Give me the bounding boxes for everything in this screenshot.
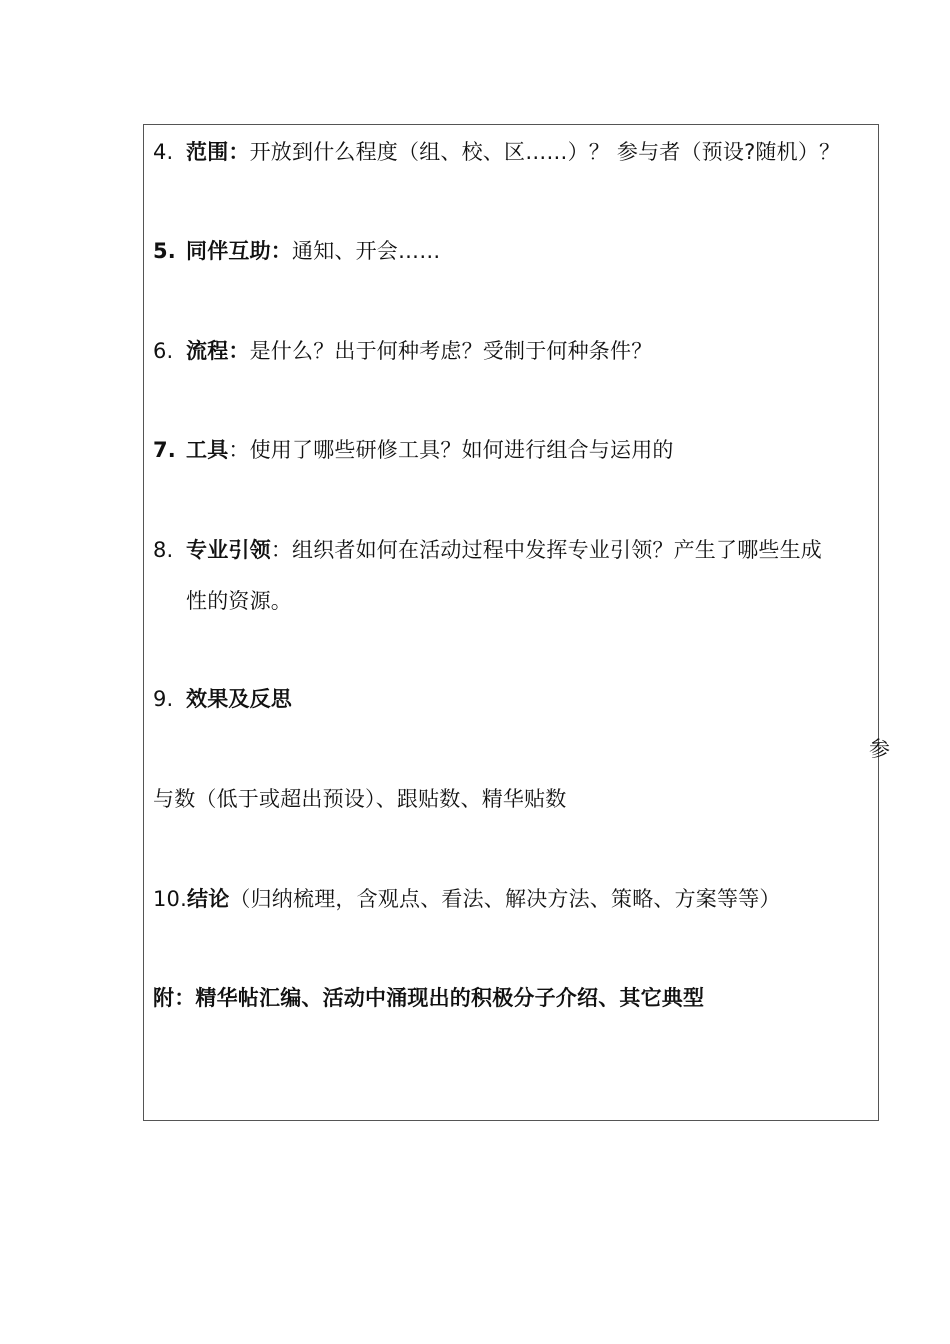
item-label: 范围： (186, 140, 250, 164)
item-label: 同伴互助： (186, 239, 292, 263)
item-text: 通知、开会…… (292, 239, 441, 263)
item-8 (153, 535, 822, 565)
item-number: 4. (153, 140, 174, 164)
item-label: 结论 (187, 887, 230, 911)
item-number: 10. (153, 887, 187, 911)
item-number: 6. (153, 339, 174, 363)
item-label: 流程： (186, 339, 250, 363)
item-5 (153, 236, 440, 266)
item-text: 开放到什么程度（组、校、区……）？ 参与者（预设?随机）？ (249, 140, 841, 164)
item-label: 专业引领 (186, 538, 271, 562)
item-10 (153, 884, 781, 914)
item-9-overflow-char: 参 (869, 737, 890, 761)
item-8-continuation: 性的资源。 (186, 589, 292, 613)
item-7 (153, 435, 674, 465)
item-text: ：组织者如何在活动过程中发挥专业引领？产生了哪些生成 (270, 538, 823, 562)
item-text: ：使用了哪些研修工具？如何进行组合与运用的 (228, 438, 674, 462)
item-text: （归纳梳理，含观点、看法、解决方法、策略、方案等等） (229, 887, 781, 911)
item-number: 8. (153, 538, 174, 562)
content-frame (143, 124, 879, 1121)
item-number: 7. (153, 438, 176, 462)
item-9 (153, 684, 292, 714)
appendix-line: 附：精华帖汇编、活动中涌现出的积极分子介绍、其它典型 (153, 986, 705, 1010)
item-label: 工具 (186, 438, 229, 462)
item-4 (153, 137, 840, 167)
item-9-continuation: 与数（低于或超出预设）、跟贴数、精华贴数 (153, 787, 567, 811)
item-6 (153, 336, 652, 366)
item-number: 9. (153, 687, 174, 711)
item-number: 5. (153, 239, 176, 263)
item-text: 是什么？出于何种考虑？受制于何种条件？ (249, 339, 653, 363)
item-label: 效果及反思 (186, 687, 292, 711)
